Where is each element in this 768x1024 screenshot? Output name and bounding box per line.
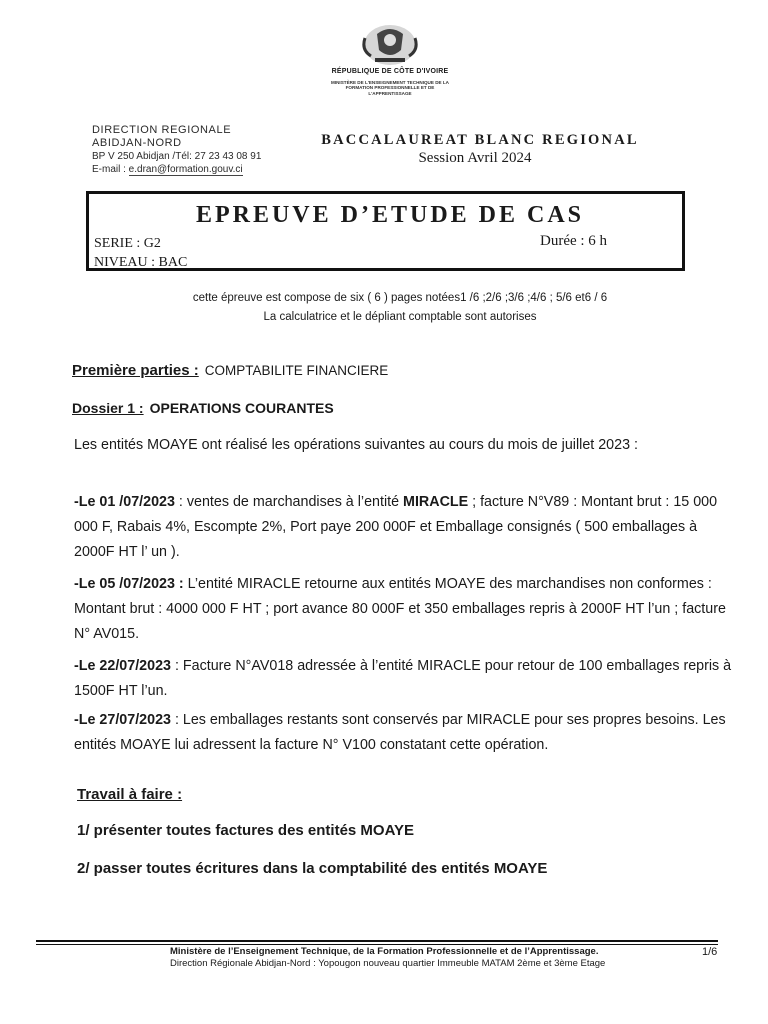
work-title: Travail à faire : (77, 786, 183, 803)
operation-paragraph (74, 654, 734, 704)
direction-line-1: DIRECTION REGIONALE (92, 124, 232, 136)
footer-address: Direction Régionale Abidjan-Nord : Yopougon nouveau quartier Immeuble MATAM 2ème et 3ème Etage (170, 958, 606, 969)
republic-title: RÉPUBLIQUE DE CÔTE D'IVOIRE (331, 68, 449, 75)
operation-text: ; facture N°V89 : Montant brut : 15 000 000 F, Rabais 4%, Escompte 2%, Port paye 200 000F et Emballage consignés ( 500 emballages à 2000F HT l’ un ). (74, 494, 718, 560)
email-link[interactable]: e.dran@formation.gouv.ci (128, 164, 243, 175)
operation-date: -Le 01 /07/2023 (74, 494, 175, 510)
serie: SERIE : G2 (94, 236, 161, 251)
direction-block (92, 124, 261, 176)
operation-date: -Le 22/07/2023 (74, 658, 171, 674)
operation-text: L’entité MIRACLE retourne aux entités MOAYE des marchandises non conformes : Montant brut : 4000 000 F HT ; port avance 80 000F et 350 emballages repris à 2000F HT l’un ; facture N° AV015. (74, 576, 726, 642)
exam-name: BACCALAUREAT BLANC REGIONAL (321, 132, 639, 148)
task-item: 1/ présenter toutes factures des entités MOAYE (77, 822, 415, 839)
email-line (92, 163, 261, 176)
part-title: COMPTABILITE FINANCIERE (204, 363, 389, 378)
footer-divider (36, 940, 718, 942)
coat-of-arms-emblem (355, 20, 425, 68)
dossier-title: OPERATIONS COURANTES (149, 400, 334, 416)
operation-text: : ventes de marchandises à l’entité (174, 494, 404, 510)
operation-text: : Facture N°AV018 adressée à l’entité MIRACLE pour retour de 100 emballages repris à 1500F HT l’un. (74, 658, 732, 699)
ministry-title: MINISTÈRE DE L'ENSEIGNEMENT TECHNIQUE DE LA FORMATION PROFESSIONNELLE ET DE L'APPRENTISSAGE (331, 80, 449, 96)
pages-notice: cette épreuve est compose de six ( 6 ) pages notées1 /6 ;2/6 ;3/6 ;4/6 ; 5/6 et6 / 6 (192, 292, 608, 304)
operation-paragraph (74, 708, 734, 758)
operation-bold: MIRACLE (403, 494, 469, 510)
duree: Durée : 6 h (540, 233, 608, 249)
intro-paragraph: Les entités MOAYE ont réalisé les opérations suivantes au cours du mois de juillet 2023 : (74, 437, 638, 453)
task-item: 2/ passer toutes écritures dans la comptabilité des entités MOAYE (77, 860, 548, 877)
footer-ministry: Ministère de l’Enseignement Technique, de la Formation Professionnelle et de l’Apprentissage. (170, 946, 599, 957)
email-label: E-mail : (92, 164, 129, 175)
direction-line-2: ABIDJAN-NORD (92, 137, 182, 149)
niveau: NIVEAU : BAC (94, 255, 188, 270)
operation-paragraph (74, 572, 734, 647)
operation-text: : Les emballages restants sont conservés par MIRACLE pour ses propres besoins. Les entités MOAYE lui adressent la facture N° V100 constatant cette opération. (74, 712, 726, 753)
exam-title: EPREUVE D’ETUDE DE CAS (195, 202, 585, 228)
calculator-notice: La calculatrice et le dépliant comptable sont autorises (263, 311, 537, 323)
address-line: BP V 250 Abidjan /Tél: 27 23 43 08 91 (92, 151, 262, 162)
page-number: 1/6 (702, 946, 718, 958)
dossier-label: Dossier 1 : (72, 400, 144, 416)
part-label: Première parties : (72, 362, 199, 379)
part-heading (72, 362, 388, 379)
session: Session Avril 2024 (418, 150, 532, 166)
footer-divider-thin (36, 944, 718, 945)
operation-paragraph (74, 490, 734, 565)
operation-date: -Le 05 /07/2023 : (74, 576, 184, 592)
dossier-heading (72, 400, 334, 416)
operation-date: -Le 27/07/2023 (74, 712, 171, 728)
